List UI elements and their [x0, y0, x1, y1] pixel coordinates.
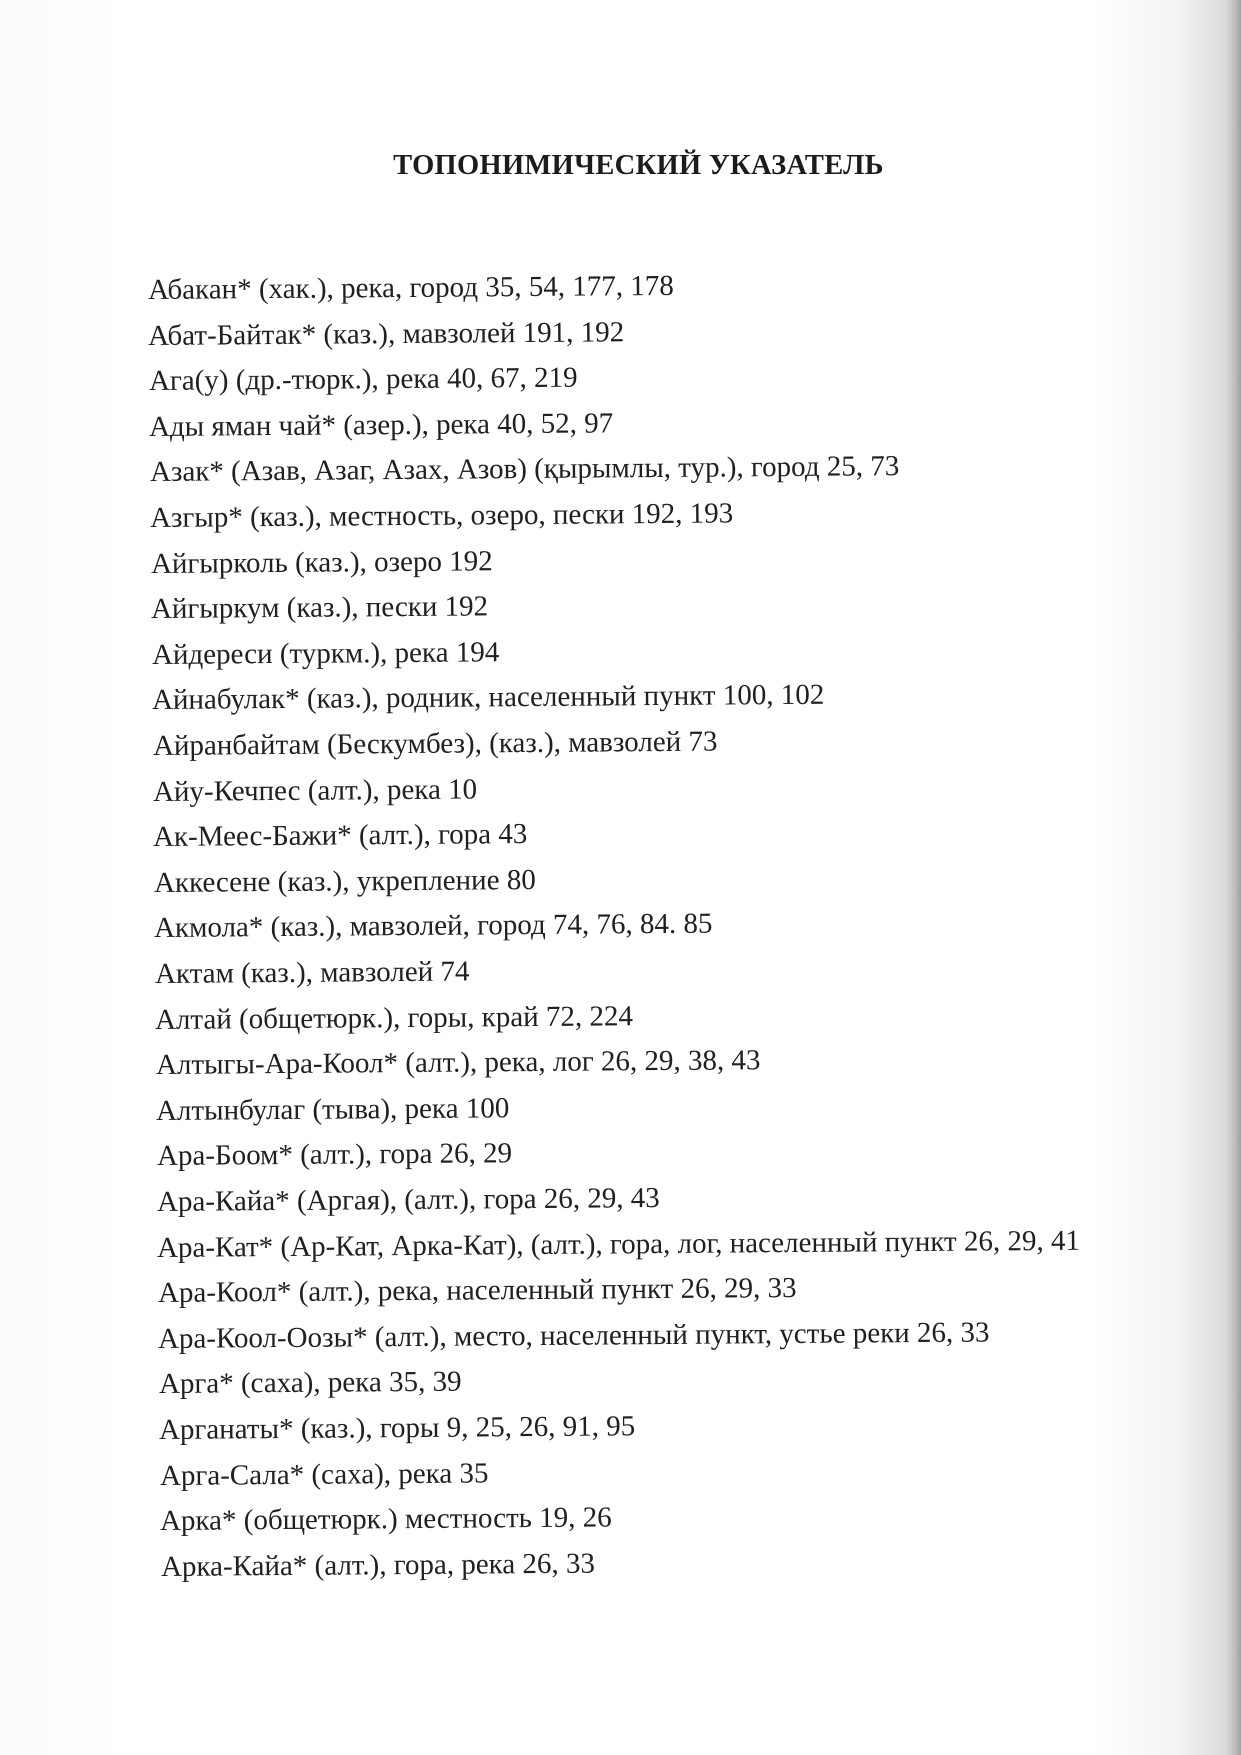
index-entry: Азак* (Азав, Азаг, Азах, Азов) (қырымлы, тур.), город 25, 73: [149, 450, 900, 489]
index-entry: Арга* (саха), река 35, 39: [158, 1366, 462, 1401]
index-entry: Алтыгы-Ара-Коол* (алт.), река, лог 26, 29, 38, 43: [155, 1044, 761, 1082]
index-entry: Айранбайтам (Бескумбез), (каз.), мавзолей 73: [152, 725, 718, 762]
index-entry: Ага(у) (др.-тюрк.), река 40, 67, 219: [148, 361, 578, 398]
index-entry: Ара-Коол-Оозы* (алт.), место, населенный пункт, устье реки 26, 33: [158, 1316, 990, 1355]
index-entry: Ак-Меес-Бажи* (алт.), гора 43: [153, 818, 528, 854]
index-entry: Айу-Кечпес (алт.), река 10: [152, 773, 478, 808]
index-entry: Ара-Кат* (Ар-Кат, Арка-Кат), (алт.), гора, лог, населенный пункт 26, 29, 41: [157, 1224, 1081, 1264]
index-entry: Айдереси (туркм.), река 194: [151, 636, 499, 671]
index-entry: Арганаты* (каз.), горы 9, 25, 26, 91, 95: [159, 1410, 636, 1446]
index-entry: Арка* (общетюрк.) местность 19, 26: [160, 1501, 612, 1538]
index-entry: Ара-Коол* (алт.), река, населенный пункт 26, 29, 33: [157, 1272, 797, 1310]
index-entry: Аккесене (каз.), укрепление 80: [153, 863, 536, 899]
index-entry: Ара-Боом* (алт.), гора 26, 29: [156, 1137, 512, 1173]
index-entry: Абат-Байтак* (каз.), мавзолей 191, 192: [148, 315, 625, 352]
index-entry: Акмола* (каз.), мавзолей, город 74, 76, 84. 85: [154, 908, 713, 945]
index-entry: Абакан* (хак.), река, город 35, 54, 177, 178: [147, 269, 674, 306]
index-entry: Айгыркум (каз.), пески 192: [151, 590, 489, 626]
index-entry: Арка-Кайа* (алт.), гора, река 26, 33: [160, 1547, 595, 1583]
index-entry: Ара-Кайа* (Аргая), (алт.), гора 26, 29, 43: [156, 1182, 660, 1218]
index-entry: Алтынбулаг (тыва), река 100: [155, 1092, 510, 1127]
index-entry: Айнабулак* (каз.), родник, населенный пункт 100, 102: [151, 679, 825, 717]
index-entry: Актам (каз.), мавзолей 74: [154, 955, 470, 990]
index-entry: Ады яман чай* (азер.), река 40, 52, 97: [149, 407, 614, 443]
index-entry: Азгыр* (каз.), местность, озеро, пески 192, 193: [150, 497, 734, 534]
index-entry: Алтай (общетюрк.), горы, край 72, 224: [155, 999, 634, 1036]
index-entry: Арга-Сала* (саха), река 35: [159, 1457, 489, 1492]
page-title: ТОПОНИМИЧЕСКИЙ УКАЗАТЕЛЬ: [393, 150, 884, 181]
index-entry: Айгырколь (каз.), озеро 192: [150, 544, 493, 580]
